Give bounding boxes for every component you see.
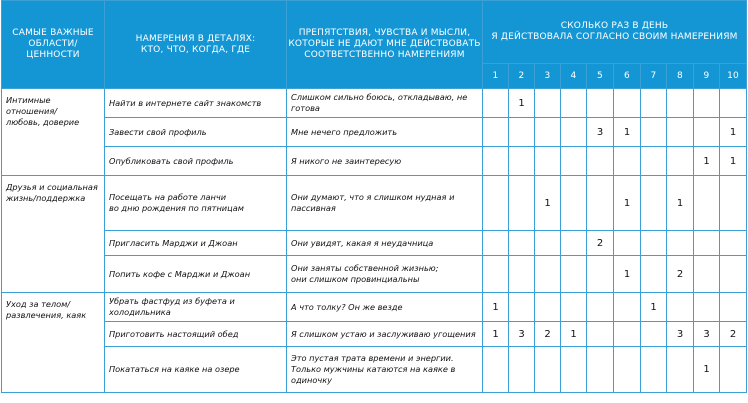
count-cell [694,256,720,293]
count-cell [587,147,614,176]
table-row [2,89,747,118]
table-row [2,231,747,256]
table-row [2,322,747,347]
intentions-table [1,0,747,393]
count-cell [694,176,720,231]
count-cell [587,176,614,231]
header-area: САМЫЕ ВАЖНЫЕ ОБЛАСТИ/ ЦЕННОСТИ [2,1,105,89]
count-cell [509,147,535,176]
count-cell [667,347,694,393]
count-cell: 1 [641,293,667,322]
obstacle-cell: Они заняты собственной жизнью; они слишком провинциальны [287,256,483,293]
day-number-header: 8 [667,64,694,89]
count-cell: 2 [720,322,747,347]
count-cell [641,118,667,147]
count-cell: 1 [720,147,747,176]
table-row [2,347,747,393]
obstacle-cell: Я слишком устаю и заслуживаю угощения [287,322,483,347]
day-number-header: 4 [561,64,587,89]
count-cell [483,118,509,147]
count-cell [667,293,694,322]
count-cell: 1 [694,147,720,176]
count-cell [509,256,535,293]
obstacle-cell: Мне нечего предложить [287,118,483,147]
intent-cell: Пригласить Марджи и Джоан [105,231,287,256]
day-number-header: 7 [641,64,667,89]
count-cell [509,231,535,256]
count-cell [509,176,535,231]
intent-cell: Покататься на каяке на озере [105,347,287,393]
count-cell [720,293,747,322]
count-cell [694,293,720,322]
count-cell: 1 [509,89,535,118]
count-cell [720,176,747,231]
count-cell: 1 [614,176,641,231]
count-cell [641,322,667,347]
count-cell [535,231,561,256]
count-cell [641,231,667,256]
count-cell [614,322,641,347]
count-cell [720,89,747,118]
count-cell: 3 [694,322,720,347]
obstacle-cell: Они думают, что я слишком нудная и пассивная [287,176,483,231]
day-number-header: 9 [694,64,720,89]
count-cell [561,176,587,231]
count-cell [561,256,587,293]
table-row [2,176,747,231]
count-cell [561,347,587,393]
obstacle-cell: Слишком сильно боюсь, откладываю, не готова [287,89,483,118]
header-obstacles: ПРЕПЯТСТВИЯ, ЧУВСТВА И МЫСЛИ, КОТОРЫЕ НЕ ДАЮТ МНЕ ДЕЙСТВОВАТЬ СООТВЕТСТВЕННО НАМЕРЕНИЯМ [287,1,483,89]
count-cell: 3 [667,322,694,347]
table-row [2,147,747,176]
day-number-header: 1 [483,64,509,89]
obstacle-cell: А что толку? Он же везде [287,293,483,322]
count-cell [483,176,509,231]
count-cell [483,256,509,293]
intent-cell: Попить кофе с Марджи и Джоан [105,256,287,293]
count-cell [509,293,535,322]
count-cell [694,231,720,256]
header-intent: НАМЕРЕНИЯ В ДЕТАЛЯХ: КТО, ЧТО, КОГДА, ГДЕ [105,1,287,89]
count-cell [641,256,667,293]
count-cell [587,89,614,118]
count-cell [561,293,587,322]
area-cell: Друзья и социальная жизнь/поддержка [2,176,105,293]
intent-cell: Опубликовать свой профиль [105,147,287,176]
count-cell [720,347,747,393]
count-cell [561,89,587,118]
day-number-header: 5 [587,64,614,89]
count-cell [641,89,667,118]
count-cell [667,231,694,256]
count-cell [483,147,509,176]
count-cell: 1 [561,322,587,347]
count-cell [509,118,535,147]
count-cell [483,347,509,393]
count-cell [535,256,561,293]
count-cell [614,231,641,256]
count-cell: 1 [483,293,509,322]
count-cell: 1 [720,118,747,147]
count-cell [641,347,667,393]
table-body [2,89,747,393]
area-cell: Уход за телом/ развлечения, каяк [2,293,105,393]
intent-cell: Приготовить настоящий обед [105,322,287,347]
obstacle-cell: Я никого не заинтересую [287,147,483,176]
count-cell [667,118,694,147]
obstacle-cell: Они увидят, какая я неудачница [287,231,483,256]
count-cell [535,147,561,176]
count-cell: 1 [614,256,641,293]
count-cell: 1 [535,176,561,231]
count-cell [720,231,747,256]
count-cell [587,322,614,347]
count-cell [667,89,694,118]
count-cell [614,347,641,393]
day-number-header: 10 [720,64,747,89]
day-number-header: 3 [535,64,561,89]
count-cell [483,89,509,118]
count-cell [535,118,561,147]
day-number-header: 6 [614,64,641,89]
intent-cell: Завести свой профиль [105,118,287,147]
count-cell [483,231,509,256]
count-cell [667,147,694,176]
count-cell [561,231,587,256]
count-cell: 1 [694,347,720,393]
intent-cell: Посещать на работе ланчи во дню рождения по пятницам [105,176,287,231]
count-cell [614,293,641,322]
table-row [2,118,747,147]
intent-cell: Найти в интернете сайт знакомств [105,89,287,118]
obstacle-cell: Это пустая трата времени и энергии. Только мужчины катаются на каяке в одиночку [287,347,483,393]
count-cell: 2 [587,231,614,256]
count-cell [587,293,614,322]
count-cell [535,293,561,322]
count-cell [614,89,641,118]
area-cell: Интимные отношения/ любовь, доверие [2,89,105,176]
count-cell [587,347,614,393]
count-cell [641,147,667,176]
count-cell: 1 [667,176,694,231]
count-cell [694,89,720,118]
count-cell [587,256,614,293]
count-cell [535,89,561,118]
count-cell [641,176,667,231]
table-row [2,256,747,293]
count-cell [509,347,535,393]
header-count: СКОЛЬКО РАЗ В ДЕНЬ Я ДЕЙСТВОВАЛА СОГЛАСНО СВОИМ НАМЕРЕНИЯМ [483,1,747,64]
day-number-header: 2 [509,64,535,89]
count-cell: 1 [483,322,509,347]
count-cell [561,147,587,176]
count-cell [614,147,641,176]
count-cell [535,347,561,393]
count-cell: 2 [667,256,694,293]
count-cell: 3 [509,322,535,347]
intent-cell: Убрать фастфуд из буфета и холодильника [105,293,287,322]
count-cell: 1 [614,118,641,147]
count-cell [694,118,720,147]
count-cell: 3 [587,118,614,147]
count-cell: 2 [535,322,561,347]
count-cell [720,256,747,293]
table-row [2,293,747,322]
count-cell [561,118,587,147]
